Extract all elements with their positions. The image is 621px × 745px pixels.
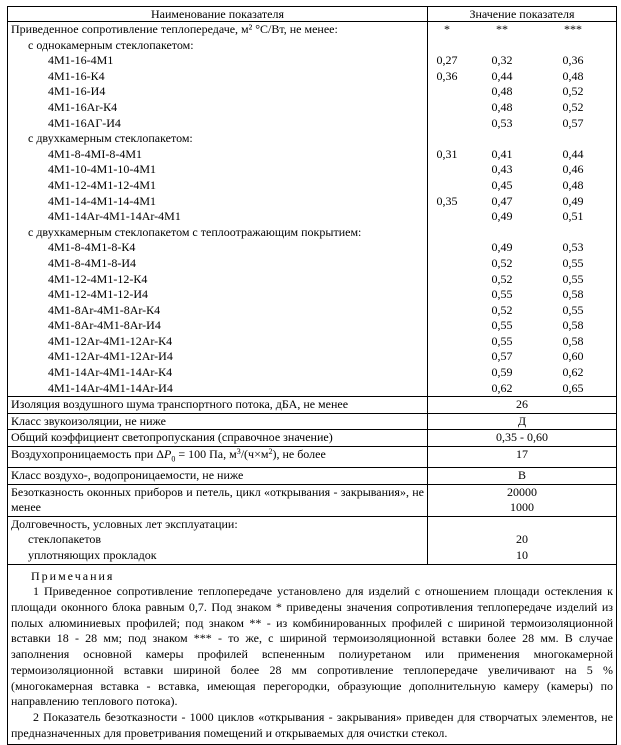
air-sup: 3: [236, 447, 241, 457]
value-star3: 0,48: [562, 68, 584, 83]
glass-unit-name: 4М1-14Ar-4М1-14Ar-И4: [48, 380, 173, 395]
air-end: ), не более: [272, 447, 326, 462]
glass-unit-name: 4М1-8-4М1-8-И4: [48, 255, 136, 270]
durability-title: Долговечность, условных лет эксплуатации:: [11, 516, 238, 531]
value-star3: 0,52: [562, 84, 584, 99]
value-star1: [428, 303, 466, 319]
glass-unit-name: 4М1-16АГ-И4: [48, 115, 121, 130]
value-star2: 0,52: [491, 271, 513, 286]
value-star1: [428, 256, 466, 272]
value-star3: 0,62: [562, 365, 584, 380]
resistance-names: [8, 22, 428, 397]
value-row: [428, 178, 616, 194]
noise-value: 26: [428, 397, 617, 414]
value-star2: 0,62: [491, 380, 513, 395]
value-star2: 0,59: [491, 365, 513, 380]
value-row: [428, 272, 616, 288]
value-star2: 0,43: [491, 162, 513, 177]
value-star1: [428, 349, 466, 365]
value-star1: [428, 365, 466, 381]
value-row: [428, 303, 616, 319]
air-p: P: [164, 447, 172, 462]
glass-unit-name: 4М1-12Ar-4М1-12Ar-И4: [48, 349, 173, 364]
value-star2: [466, 38, 538, 54]
value-star3: 0,48: [562, 177, 584, 192]
safety-name: Безотказность оконных приборов и петель, цикл «открывания - закрывания», не менее: [8, 484, 428, 516]
value-star1: [428, 100, 466, 116]
glass-unit-name: 4М1-16-4М1: [48, 53, 114, 68]
header-value-col: Значение показателя: [428, 7, 617, 22]
value-row: [428, 349, 616, 365]
glass-unit-name: 4М1-16-К4: [48, 68, 105, 83]
value-star3: [538, 38, 608, 54]
light-value: 0,35 - 0,60: [428, 430, 617, 447]
value-star2: 0,53: [491, 115, 513, 130]
value-star3: [538, 225, 608, 241]
value-star2: 0,49: [491, 209, 513, 224]
value-row: [428, 147, 616, 163]
notes-row: [8, 564, 617, 745]
value-star1: [428, 240, 466, 256]
value-row: [428, 225, 616, 241]
value-star2: 0,57: [491, 349, 513, 364]
value-star3: 0,55: [562, 255, 584, 270]
durability-value-2: 10: [516, 547, 528, 562]
table-header-row: [8, 7, 617, 22]
group-label: с двухкамерным стеклопакетом:: [28, 131, 193, 146]
value-row: [428, 22, 616, 38]
value-star3: 0,53: [562, 240, 584, 255]
value-star2: 0,52: [491, 302, 513, 317]
glass-unit-name: 4М1-12-4М1-12-И4: [48, 287, 148, 302]
note-2: 2 Показатель безотказности - 1000 циклов «открывания - закрывания» приведен для створчатых элементов, не предназначенных для проветривания помещений и открываемых для очистки стекол.: [11, 709, 613, 740]
value-row: [428, 256, 616, 272]
value-star2: 0,52: [491, 255, 513, 270]
value-star1: [428, 178, 466, 194]
value-star1: [428, 287, 466, 303]
value-star2: 0,32: [491, 53, 513, 68]
value-star3: 0,58: [562, 287, 584, 302]
glass-unit-name: 4М1-10-4М1-10-4М1: [48, 162, 156, 177]
glass-unit-name: 4М1-12-4М1-12-4М1: [48, 177, 156, 192]
value-star1: 0,35: [436, 193, 458, 208]
value-row: [428, 240, 616, 256]
sound-class-value: Д: [428, 413, 617, 430]
value-row: [428, 334, 616, 350]
value-star1: [428, 131, 466, 147]
value-star3: 0,55: [562, 271, 584, 286]
value-row: [428, 131, 616, 147]
sound-class-row: [8, 413, 617, 430]
value-star3: 0,60: [562, 349, 584, 364]
value-row: [428, 209, 616, 225]
glass-unit-name: 4М1-14Ar-4М1-14Ar-4М1: [48, 209, 181, 224]
durability-row: [8, 516, 617, 564]
resistance-title: Приведенное сопротивление теплопередаче, м² °С/Вт, не менее:: [11, 22, 338, 36]
value-star3: 0,65: [562, 380, 584, 395]
value-row: [428, 69, 616, 85]
value-star3: 0,46: [562, 162, 584, 177]
durability-values: [428, 516, 617, 564]
value-star3: 0,51: [562, 209, 584, 224]
value-star3: 0,52: [562, 99, 584, 114]
durability-sub-1: стеклопакетов: [28, 532, 102, 547]
value-star2: 0,55: [491, 333, 513, 348]
air-class-value: В: [428, 468, 617, 485]
value-row: [428, 116, 616, 132]
durability-names: [8, 516, 428, 564]
air-post: /(ч×м: [240, 447, 269, 462]
value-star1: *: [444, 22, 450, 36]
safety-value-1: 20000: [507, 484, 537, 499]
note-1: 1 Приведенное сопротивление теплопередаче установлено для изделий с отношением площади остекления к площади оконного блока равным 0,7. Под знаком * приведены значения сопротивления теплопередаче изделий из полых алюминиевых профилей; под знаком ** - из комбинированных профилей с шириной термоизоляционной вставки 18 - 28 мм; под знаком *** - то же, с шириной термоизоляционной вставки более 28 мм. В случае заполнения основной камеры профилей вспененным полиуретаном или применения многокамерной термоизоляционной вставки шириной более 28 мм сопротивление теплопередаче увеличивают на 5 % (многокамерная вставка - вставка, имеющая перегородки, образующие дополнительную камеру (камеры) по направлению теплового потока).: [11, 584, 613, 709]
value-star1: [428, 116, 466, 132]
properties-table: [7, 6, 617, 745]
value-star3: 0,36: [562, 53, 584, 68]
value-star2: [466, 225, 538, 241]
air-sup2: 2: [268, 447, 273, 457]
glass-unit-name: 4М1-16-И4: [48, 84, 106, 99]
resistance-values: [428, 22, 617, 397]
value-star1: [428, 209, 466, 225]
value-row: [428, 53, 616, 69]
notes-title: Примечания: [31, 568, 115, 583]
value-star2: [466, 131, 538, 147]
value-star3: [538, 131, 608, 147]
light-row: [8, 430, 617, 447]
value-row: [428, 365, 616, 381]
group-label: с однокамерным стеклопакетом:: [28, 37, 194, 52]
air-class-name: Класс воздухо-, водопроницаемости, не ниже: [8, 468, 428, 485]
air-name-pre: Воздухопроницаемость при: [11, 447, 157, 462]
value-star1: 0,31: [436, 146, 458, 161]
notes: [8, 564, 617, 745]
value-star1: [428, 162, 466, 178]
glass-unit-name: 4М1-8Ar-4М1-8Ar-И4: [48, 318, 161, 333]
value-star2: 0,45: [491, 177, 513, 192]
air-class-row: [8, 468, 617, 485]
value-star1: 0,27: [436, 53, 458, 68]
light-name: Общий коэффициент светопропускания (справочное значение): [8, 430, 428, 447]
glass-unit-name: 4М1-8Ar-4М1-8Ar-К4: [48, 302, 161, 317]
value-row: [428, 100, 616, 116]
group-label: с двухкамерным стеклопакетом с теплоотражающим покрытием:: [28, 224, 362, 239]
value-row: [428, 162, 616, 178]
value-row: [428, 84, 616, 100]
noise-row: [8, 397, 617, 414]
air-mid: = 100 Па, м: [175, 447, 237, 462]
value-star1: [428, 84, 466, 100]
air-value: 17: [428, 447, 617, 468]
value-star2: 0,48: [491, 99, 513, 114]
air-sub: 0: [171, 454, 176, 464]
glass-unit-name: 4М1-16Ar-К4: [48, 99, 118, 114]
value-row: [428, 318, 616, 334]
value-row: [428, 38, 616, 54]
value-row: [428, 287, 616, 303]
value-star3: 0,58: [562, 318, 584, 333]
value-star2: 0,47: [491, 193, 513, 208]
value-row: [428, 381, 616, 397]
air-name: [8, 447, 428, 468]
value-row: [428, 194, 616, 210]
value-star1: [428, 38, 466, 54]
value-star2: 0,55: [491, 287, 513, 302]
value-star1: [428, 381, 466, 397]
durability-sub-2: уплотняющих прокладок: [28, 547, 157, 562]
value-star1: [428, 272, 466, 288]
value-star1: [428, 225, 466, 241]
value-star3: 0,49: [562, 193, 584, 208]
air-row: [8, 447, 617, 468]
value-star2: 0,55: [491, 318, 513, 333]
safety-value-2: 1000: [510, 500, 534, 515]
value-star3: 0,44: [562, 146, 584, 161]
safety-values: [428, 484, 617, 516]
glass-unit-name: 4М1-8-4М1-8-К4: [48, 240, 136, 255]
value-star2: 0,41: [491, 146, 513, 161]
resistance-row: [8, 22, 617, 397]
header-name-col: Наименование показателя: [8, 7, 428, 22]
glass-unit-name: 4М1-12-4М1-12-К4: [48, 271, 148, 286]
noise-name: Изоляция воздушного шума транспортного потока, дБА, не менее: [8, 397, 428, 414]
value-star3: ***: [564, 22, 582, 36]
glass-unit-name: 4М1-14Ar-4М1-14Ar-К4: [48, 365, 173, 380]
air-delta: Δ: [156, 447, 165, 462]
value-star1: [428, 334, 466, 350]
value-star3: 0,58: [562, 333, 584, 348]
durability-value-1: 20: [516, 532, 528, 547]
glass-unit-name: 4М1-12Ar-4М1-12Ar-К4: [48, 333, 173, 348]
sound-class-name: Класс звукоизоляции, не ниже: [8, 413, 428, 430]
value-star1: 0,36: [436, 68, 458, 83]
value-star3: 0,57: [562, 115, 584, 130]
value-star2: 0,44: [491, 68, 513, 83]
value-star1: [428, 318, 466, 334]
value-star3: 0,55: [562, 302, 584, 317]
value-star2: 0,48: [491, 84, 513, 99]
value-star2: **: [496, 22, 508, 36]
safety-row: [8, 484, 617, 516]
glass-unit-name: 4М1-8-4МI-8-4М1: [48, 146, 142, 161]
glass-unit-name: 4М1-14-4М1-14-4М1: [48, 193, 156, 208]
value-star2: 0,49: [491, 240, 513, 255]
